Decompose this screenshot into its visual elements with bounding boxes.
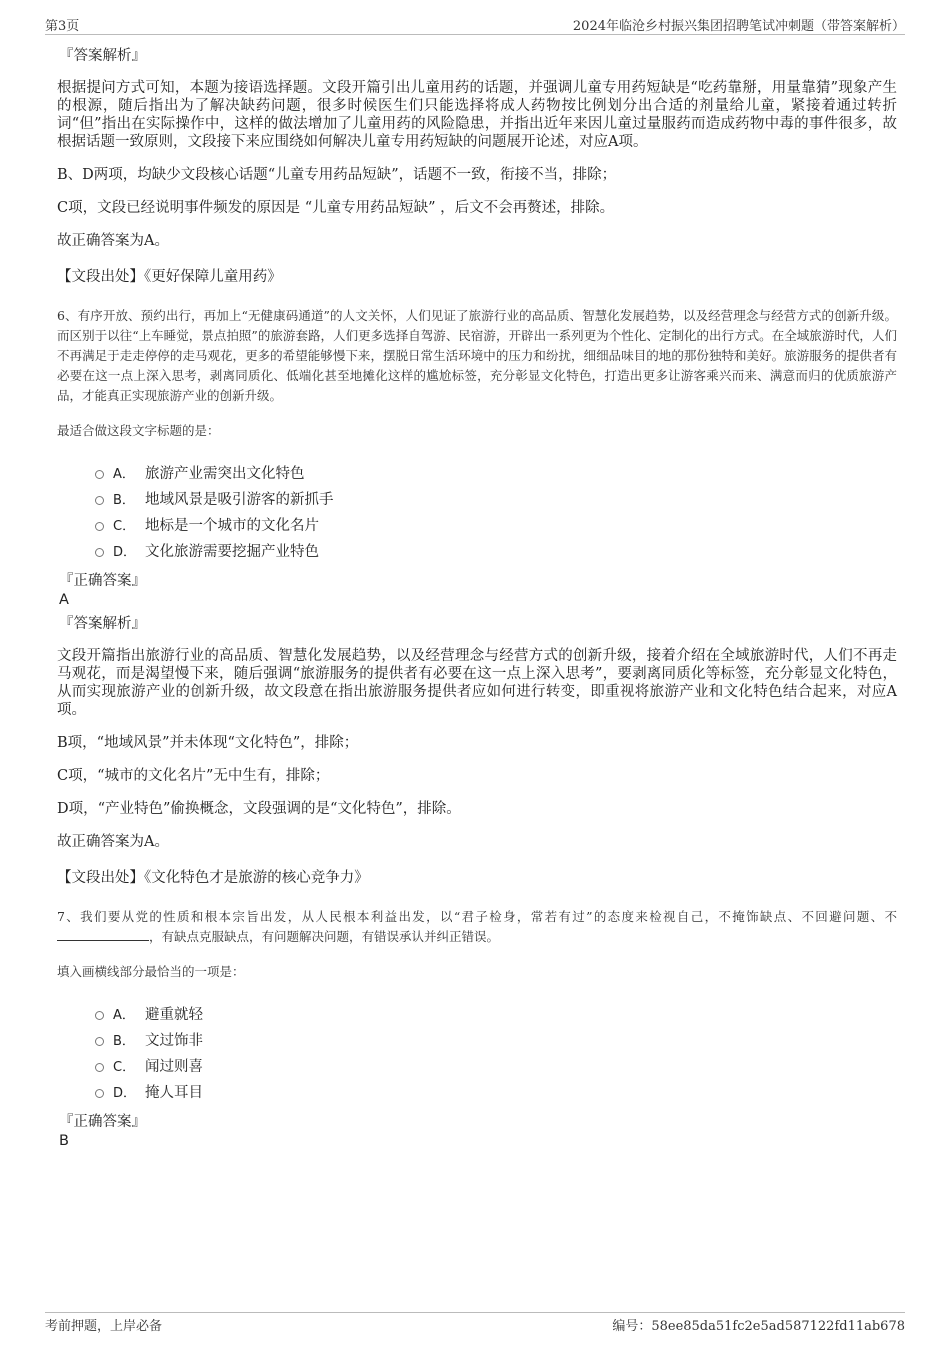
option-c[interactable]	[95, 511, 897, 537]
option-text: 文过饰非	[145, 1032, 203, 1049]
page-number: 第3页	[45, 19, 80, 34]
analysis-label: 『答案解析』	[59, 48, 146, 64]
analysis-paragraph: B项，“地域风景”并未体现“文化特色”，排除；	[57, 735, 359, 751]
option-text: 掩人耳目	[145, 1084, 203, 1101]
option-d[interactable]	[95, 1078, 897, 1104]
option-letter: D．	[113, 1085, 137, 1101]
analysis-paragraph: 文段开篇指出旅游行业的高品质、智慧化发展趋势，以及经营理念与经营方式的创新升级，接着介绍在全域旅游时代，人们不再走马观花，而是渴望慢下来，随后强调“旅游服务的提供者有必要在这一点上深入思考”，要剥离同质化等标签，充分彰显文化特色，从而实现旅游产业的创新升级，故文段意在指出旅游服务提供者应如何进行转变，即重视将旅游产业和文化特色结合起来，对应A项。	[57, 648, 897, 718]
passage-source: 【文段出处】《更好保障儿童用药》	[57, 269, 282, 285]
correct-answer-value: A	[59, 592, 69, 608]
correct-answer-value: B	[59, 1133, 69, 1149]
radio-icon[interactable]	[95, 496, 104, 505]
radio-icon[interactable]	[95, 470, 104, 479]
radio-icon[interactable]	[95, 1063, 104, 1072]
radio-icon[interactable]	[95, 1089, 104, 1098]
question-6-options	[95, 459, 897, 563]
page-footer	[45, 1312, 905, 1333]
passage-source: 【文段出处】《文化特色才是旅游的核心竞争力》	[57, 870, 369, 886]
question-7-options	[95, 1000, 897, 1104]
option-c[interactable]	[95, 1052, 897, 1078]
radio-icon[interactable]	[95, 1011, 104, 1020]
document-title: 2024年临沧乡村振兴集团招聘笔试冲刺题（带答案解析）	[572, 19, 905, 34]
option-text: 避重就轻	[145, 1006, 203, 1023]
option-text: 闻过则喜	[145, 1058, 203, 1075]
question-7-prompt: 填入画横线部分最恰当的一项是：	[57, 964, 245, 979]
footer-slogan: 考前押题，上岸必备	[45, 1319, 163, 1334]
analysis-paragraph: 故正确答案为A。	[57, 233, 169, 249]
option-a[interactable]	[95, 1000, 897, 1026]
analysis-paragraph: C项，“城市的文化名片”无中生有，排除；	[57, 768, 330, 784]
option-text: 地域风景是吸引游客的新抓手	[145, 491, 334, 508]
question-6-prompt: 最适合做这段文字标题的是：	[57, 423, 220, 438]
option-letter: C．	[113, 1059, 136, 1075]
analysis-paragraph: 根据提问方式可知，本题为接语选择题。文段开篇引出儿童用药的话题，并强调儿童专用药短缺是“吃药靠掰，用量靠猜”现象产生的根源，随后指出为了解决缺药问题，很多时候医生们只能选择将成人药物按比例划分出合适的剂量给儿童，紧接着通过转折词“但”指出在实际操作中，这样的做法增加了儿童用药的风险隐患，并指出近年来因儿童过量服药而造成药物中毒的事件很多，故根据话题一致原则，文段接下来应围绕如何解决儿童专用药短缺的问题展开论述，对应A项。	[57, 80, 897, 150]
page-content	[57, 44, 897, 1153]
option-letter: C．	[113, 518, 136, 534]
analysis-paragraph: C项，文段已经说明事件频发的原因是 “儿童专用药品短缺” ，后文不会再赘述，排除。	[57, 200, 615, 216]
correct-answer-label: 『正确答案』	[59, 573, 146, 589]
option-b[interactable]	[95, 485, 897, 511]
question-7-text	[57, 907, 897, 947]
option-d[interactable]	[95, 537, 897, 563]
document-id: 编号：58ee85da51fc2e5ad587122fd11ab678	[612, 1319, 905, 1334]
option-letter: D．	[113, 544, 137, 560]
option-text: 旅游产业需突出文化特色	[145, 465, 305, 482]
fill-blank-line	[57, 930, 149, 941]
analysis-paragraph: B、D两项，均缺少文段核心话题“儿童专用药品短缺”，话题不一致，衔接不当，排除；	[57, 167, 617, 183]
radio-icon[interactable]	[95, 548, 104, 557]
option-text: 地标是一个城市的文化名片	[145, 517, 319, 534]
option-text: 文化旅游需要挖掘产业特色	[145, 543, 319, 560]
question-7-text-after: ，有缺点克服缺点，有问题解决问题，有错误承认并纠正错误。	[149, 929, 500, 944]
option-a[interactable]	[95, 459, 897, 485]
analysis-label: 『答案解析』	[59, 616, 146, 632]
analysis-paragraph: 故正确答案为A。	[57, 834, 169, 850]
option-letter: A．	[113, 1007, 135, 1023]
radio-icon[interactable]	[95, 1037, 104, 1046]
correct-answer-label: 『正确答案』	[59, 1114, 146, 1130]
option-b[interactable]	[95, 1026, 897, 1052]
page-header	[45, 14, 905, 35]
option-letter: B．	[113, 492, 135, 508]
question-7-text-before: 7、我们要从党的性质和根本宗旨出发，从人民根本利益出发，以“君子检身，常若有过”的态度来检视自己，不掩饰缺点、不回避问题、不	[57, 909, 897, 924]
option-letter: A．	[113, 466, 135, 482]
question-6-text: 6、有序开放、预约出行，再加上“无健康码通道”的人文关怀，人们见证了旅游行业的高品质、智慧化发展趋势，以及经营理念与经营方式的创新升级。而区别于以往“上车睡觉，景点拍照”的旅游套路，人们更多选择自驾游、民宿游，开辟出一系列更为个性化、定制化的出行方式。在全域旅游时代，人们不再满足于走走停停的走马观花，更多的希望能够慢下来，摆脱日常生活环境中的压力和纷扰，细细品味目的地的那份独特和美好。旅游服务的提供者有必要在这一点上深入思考，剥离同质化、低端化甚至地摊化这样的尴尬标签，充分彰显文化特色，打造出更多让游客乘兴而来、满意而归的优质旅游产品，才能真正实现旅游产业的创新升级。	[57, 308, 897, 403]
analysis-paragraph: D项，“产业特色”偷换概念，文段强调的是“文化特色”，排除。	[57, 801, 461, 817]
radio-icon[interactable]	[95, 522, 104, 531]
option-letter: B．	[113, 1033, 135, 1049]
